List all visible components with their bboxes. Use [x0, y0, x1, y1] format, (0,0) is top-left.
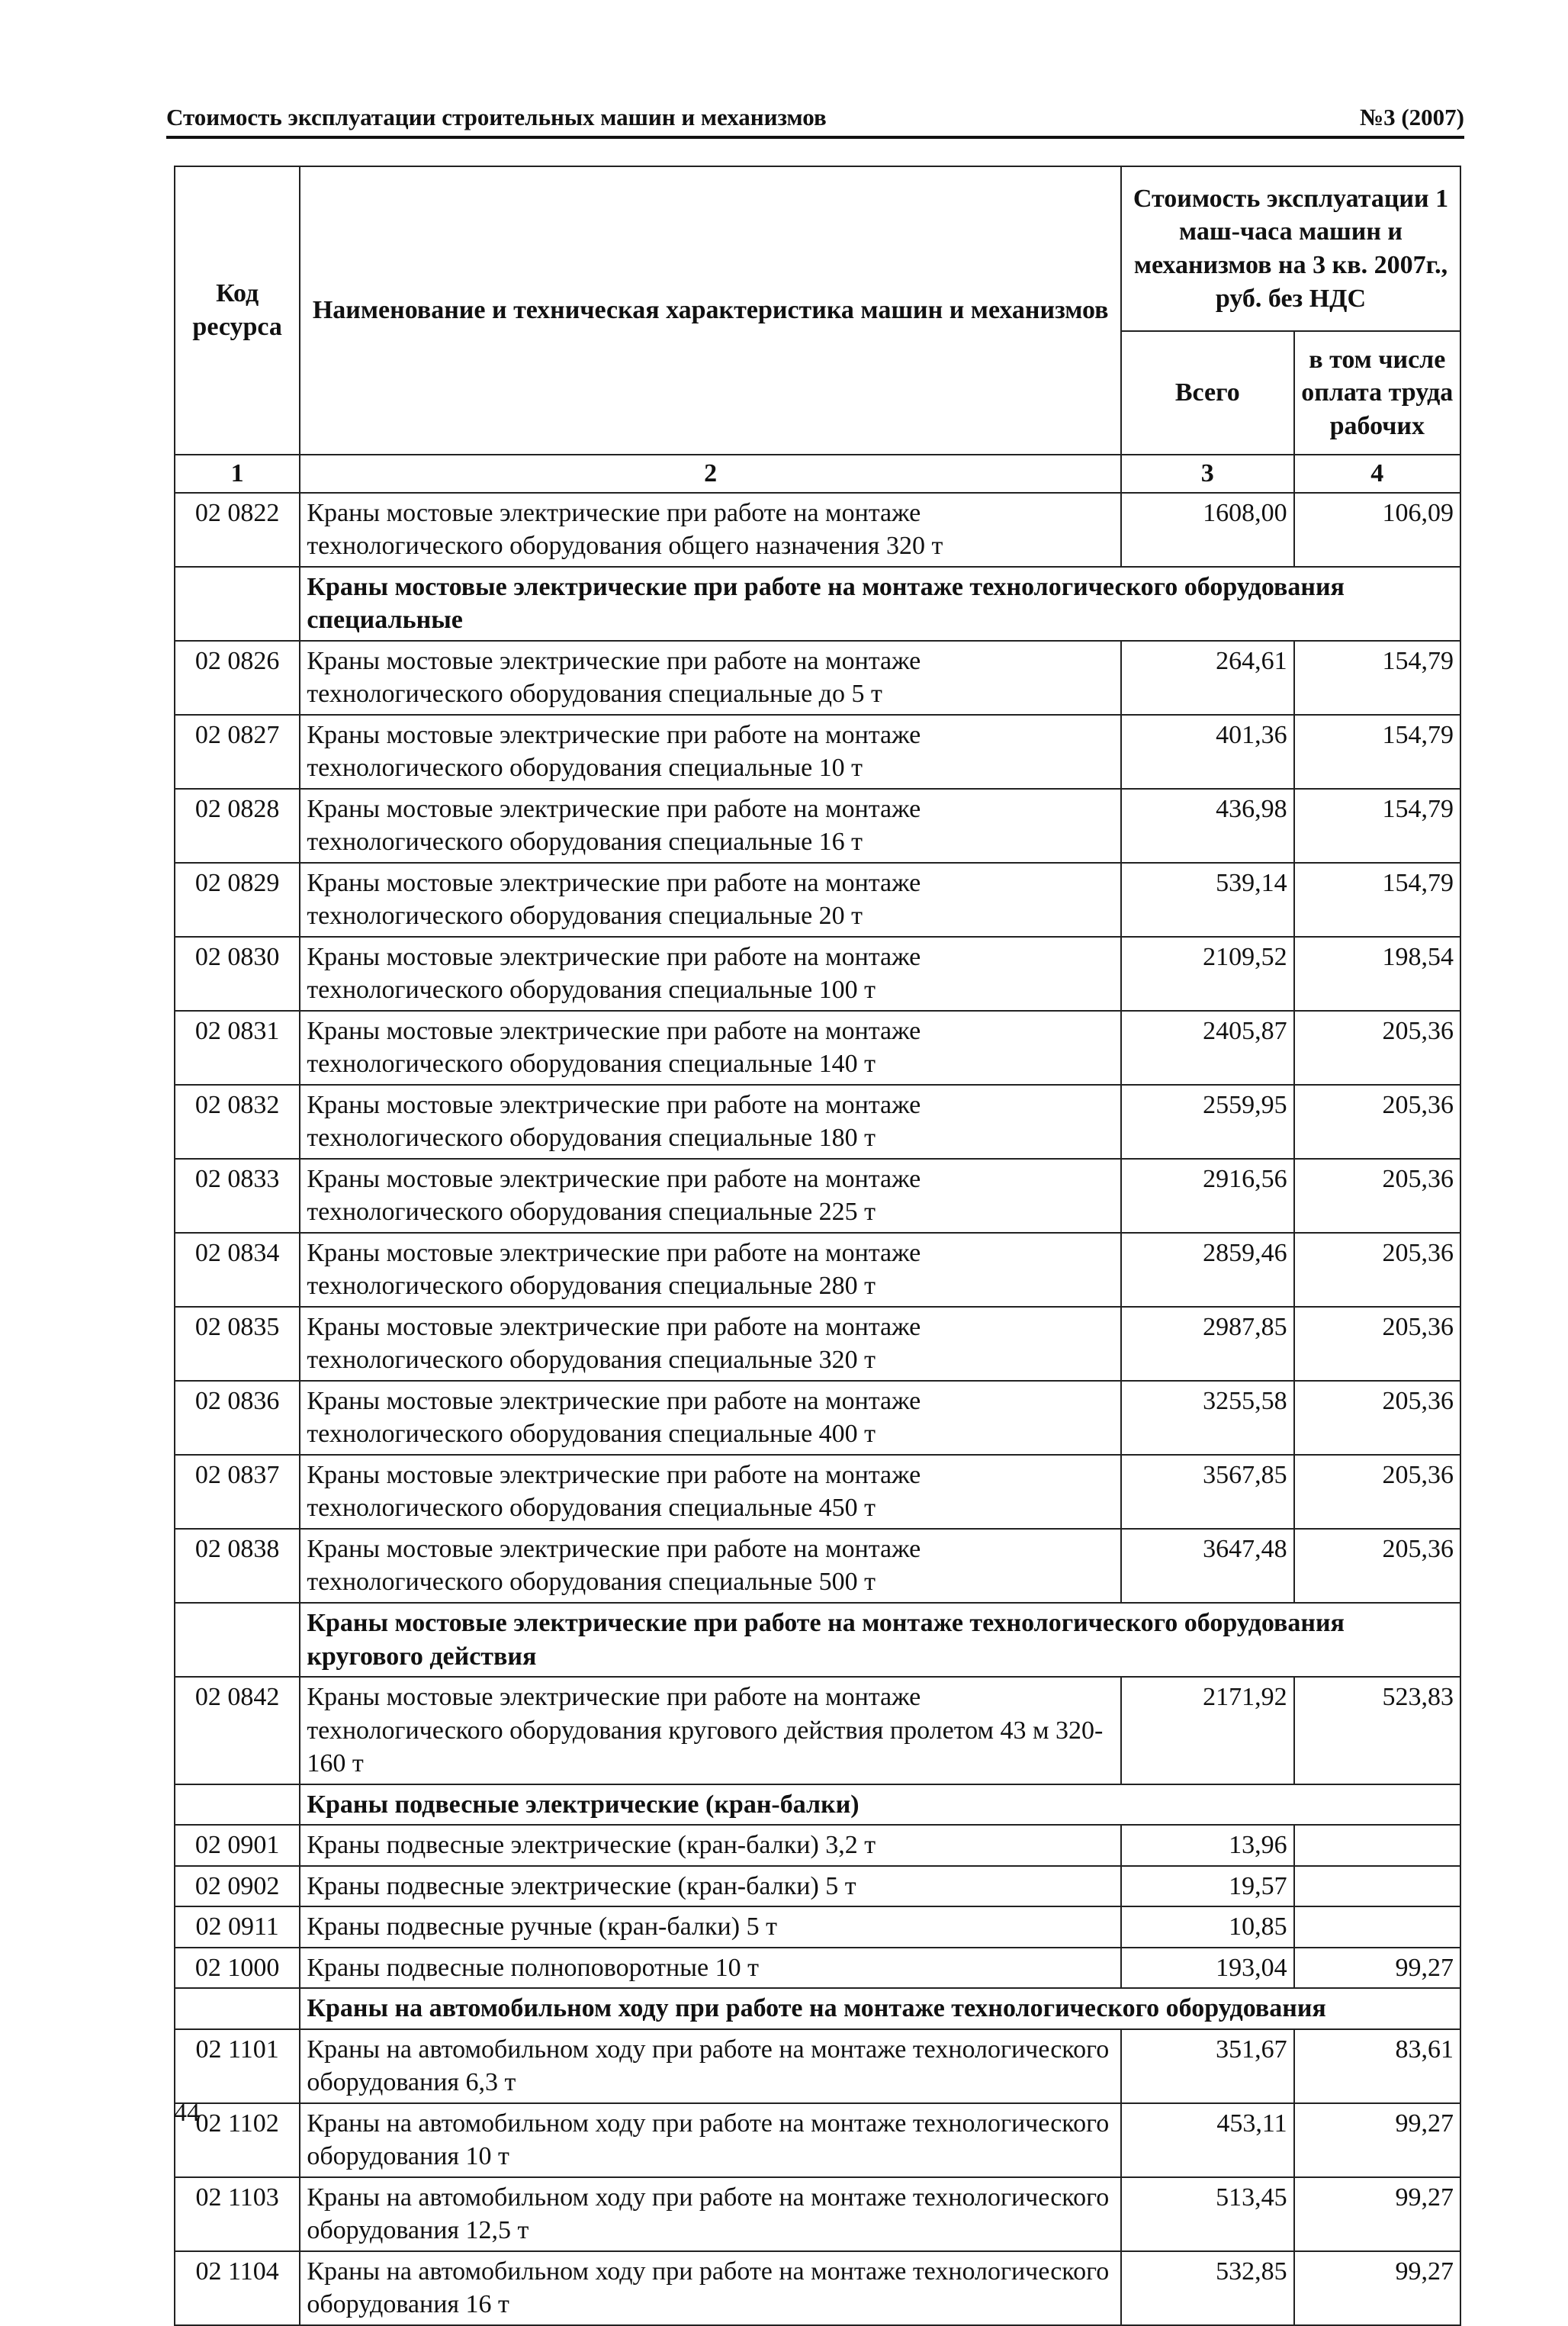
labor-cost: 205,36 — [1294, 1159, 1460, 1233]
cost-total: 2987,85 — [1121, 1307, 1294, 1381]
labor-cost: 99,27 — [1294, 2251, 1460, 2325]
cost-total: 2171,92 — [1121, 1677, 1294, 1784]
machine-name: Краны мостовые электрические при работе на монтаже технологического оборудования специальные 20 т — [300, 863, 1121, 937]
machine-name: Краны мостовые электрические при работе на монтаже технологического оборудования специальные 320 т — [300, 1307, 1121, 1381]
machine-name: Краны мостовые электрические при работе на монтаже технологического оборудования специальные 100 т — [300, 937, 1121, 1011]
resource-code: 02 0902 — [175, 1866, 300, 1907]
section-row — [175, 1988, 1460, 2029]
section-row — [175, 1603, 1460, 1677]
cost-total: 539,14 — [1121, 863, 1294, 937]
cost-total: 193,04 — [1121, 1948, 1294, 1989]
table-row — [175, 715, 1460, 789]
resource-code: 02 0822 — [175, 493, 300, 567]
table-row — [175, 1455, 1460, 1529]
machine-name: Краны мостовые электрические при работе на монтаже технологического оборудования специальные 10 т — [300, 715, 1121, 789]
resource-code: 02 0831 — [175, 1011, 300, 1085]
resource-code: 02 0832 — [175, 1085, 300, 1159]
labor-cost: 205,36 — [1294, 1233, 1460, 1307]
labor-cost: 205,36 — [1294, 1011, 1460, 1085]
table-row — [175, 1906, 1460, 1948]
section-code-cell — [175, 1988, 300, 2029]
table-row — [175, 863, 1460, 937]
labor-cost: 99,27 — [1294, 2103, 1460, 2177]
machine-name: Краны мостовые электрические при работе на монтаже технологического оборудования специальные 450 т — [300, 1455, 1121, 1529]
resource-code: 02 1000 — [175, 1948, 300, 1989]
section-code-cell — [175, 1603, 300, 1677]
resource-code: 02 0842 — [175, 1677, 300, 1784]
column-number: 1 — [175, 455, 300, 493]
cost-total: 453,11 — [1121, 2103, 1294, 2177]
cost-total: 3567,85 — [1121, 1455, 1294, 1529]
table-row — [175, 2251, 1460, 2325]
table-row — [175, 2029, 1460, 2103]
table-row — [175, 2177, 1460, 2251]
machine-name: Краны мостовые электрические при работе на монтаже технологического оборудования специальные 225 т — [300, 1159, 1121, 1233]
machine-name: Краны мостовые электрические при работе на монтаже технологического оборудования кругового действия пролетом 43 м 320-160 т — [300, 1677, 1121, 1784]
section-row — [175, 567, 1460, 641]
cost-total: 10,85 — [1121, 1906, 1294, 1948]
resource-code: 02 1102 — [175, 2103, 300, 2177]
labor-cost — [1294, 1825, 1460, 1866]
resource-code: 02 0911 — [175, 1906, 300, 1948]
section-title: Краны мостовые электрические при работе на монтаже технологического оборудования кругового действия — [300, 1603, 1460, 1677]
table-row — [175, 1159, 1460, 1233]
labor-cost — [1294, 1866, 1460, 1907]
section-title: Краны подвесные электрические (кран-балки) — [300, 1784, 1460, 1826]
cost-total: 2405,87 — [1121, 1011, 1294, 1085]
resource-code: 02 0830 — [175, 937, 300, 1011]
column-numbers-row — [175, 455, 1460, 493]
labor-cost: 99,27 — [1294, 1948, 1460, 1989]
cost-total: 2916,56 — [1121, 1159, 1294, 1233]
labor-cost: 83,61 — [1294, 2029, 1460, 2103]
table-row — [175, 2103, 1460, 2177]
machine-name: Краны подвесные электрические (кран-балки) 5 т — [300, 1866, 1121, 1907]
table-row — [175, 1011, 1460, 1085]
resource-code: 02 0828 — [175, 789, 300, 863]
labor-cost: 523,83 — [1294, 1677, 1460, 1784]
labor-cost: 154,79 — [1294, 789, 1460, 863]
resource-code: 02 0901 — [175, 1825, 300, 1866]
table-row — [175, 937, 1460, 1011]
machine-name: Краны мостовые электрические при работе на монтаже технологического оборудования специальные 16 т — [300, 789, 1121, 863]
table-row — [175, 1825, 1460, 1866]
resource-code: 02 0838 — [175, 1529, 300, 1603]
table-row — [175, 1677, 1460, 1784]
resource-code: 02 1101 — [175, 2029, 300, 2103]
labor-cost: 154,79 — [1294, 641, 1460, 715]
header-name: Наименование и техническая характеристика машин и механизмов — [300, 166, 1121, 455]
table-body — [175, 493, 1460, 2325]
cost-total: 2859,46 — [1121, 1233, 1294, 1307]
labor-cost: 99,27 — [1294, 2177, 1460, 2251]
cost-total: 3647,48 — [1121, 1529, 1294, 1603]
header-labor: в том числе оплата труда рабочих — [1294, 331, 1460, 455]
table-row — [175, 1529, 1460, 1603]
cost-total: 13,96 — [1121, 1825, 1294, 1866]
labor-cost: 205,36 — [1294, 1455, 1460, 1529]
cost-total: 401,36 — [1121, 715, 1294, 789]
column-number: 3 — [1121, 455, 1294, 493]
machine-name: Краны на автомобильном ходу при работе на монтаже технологического оборудования 6,3 т — [300, 2029, 1121, 2103]
labor-cost: 154,79 — [1294, 863, 1460, 937]
section-title: Краны мостовые электрические при работе на монтаже технологического оборудования специальные — [300, 567, 1460, 641]
machine-name: Краны подвесные полноповоротные 10 т — [300, 1948, 1121, 1989]
machine-name: Краны мостовые электрические при работе на монтаже технологического оборудования специальные 400 т — [300, 1381, 1121, 1455]
cost-total: 264,61 — [1121, 641, 1294, 715]
cost-table — [174, 166, 1461, 2326]
table-row — [175, 641, 1460, 715]
table-row — [175, 789, 1460, 863]
table-row — [175, 1381, 1460, 1455]
resource-code: 02 0837 — [175, 1455, 300, 1529]
machine-name: Краны подвесные электрические (кран-балки) 3,2 т — [300, 1825, 1121, 1866]
cost-total: 3255,58 — [1121, 1381, 1294, 1455]
labor-cost: 106,09 — [1294, 493, 1460, 567]
section-row — [175, 1784, 1460, 1826]
table-row — [175, 1233, 1460, 1307]
page-header — [166, 98, 1464, 139]
header-total: Всего — [1121, 331, 1294, 455]
table-row — [175, 1866, 1460, 1907]
machine-name: Краны мостовые электрические при работе на монтаже технологического оборудования специальные 280 т — [300, 1233, 1121, 1307]
labor-cost — [1294, 1906, 1460, 1948]
labor-cost: 205,36 — [1294, 1085, 1460, 1159]
resource-code: 02 1104 — [175, 2251, 300, 2325]
resource-code: 02 1103 — [175, 2177, 300, 2251]
machine-name: Краны на автомобильном ходу при работе на монтаже технологического оборудования 10 т — [300, 2103, 1121, 2177]
resource-code: 02 0826 — [175, 641, 300, 715]
section-code-cell — [175, 567, 300, 641]
table-row — [175, 493, 1460, 567]
table-row — [175, 1085, 1460, 1159]
machine-name: Краны на автомобильном ходу при работе на монтаже технологического оборудования 16 т — [300, 2251, 1121, 2325]
cost-total: 1608,00 — [1121, 493, 1294, 567]
labor-cost: 154,79 — [1294, 715, 1460, 789]
machine-name: Краны мостовые электрические при работе на монтаже технологического оборудования специальные 180 т — [300, 1085, 1121, 1159]
header-issue: №3 (2007) — [1359, 104, 1464, 130]
column-number: 2 — [300, 455, 1121, 493]
labor-cost: 205,36 — [1294, 1307, 1460, 1381]
resource-code: 02 0829 — [175, 863, 300, 937]
section-title: Краны на автомобильном ходу при работе на монтаже технологического оборудования — [300, 1988, 1460, 2029]
labor-cost: 205,36 — [1294, 1529, 1460, 1603]
resource-code: 02 0834 — [175, 1233, 300, 1307]
cost-total: 2109,52 — [1121, 937, 1294, 1011]
header-title: Стоимость эксплуатации строительных машин и механизмов — [166, 104, 827, 130]
labor-cost: 198,54 — [1294, 937, 1460, 1011]
resource-code: 02 0835 — [175, 1307, 300, 1381]
table-row — [175, 1948, 1460, 1989]
machine-name: Краны мостовые электрические при работе на монтаже технологического оборудования специальные 140 т — [300, 1011, 1121, 1085]
resource-code: 02 0836 — [175, 1381, 300, 1455]
cost-total: 351,67 — [1121, 2029, 1294, 2103]
machine-name: Краны мостовые электрические при работе на монтаже технологического оборудования специальные до 5 т — [300, 641, 1121, 715]
machine-name: Краны подвесные ручные (кран-балки) 5 т — [300, 1906, 1121, 1948]
labor-cost: 205,36 — [1294, 1381, 1460, 1455]
machine-name: Краны на автомобильном ходу при работе на монтаже технологического оборудования 12,5 т — [300, 2177, 1121, 2251]
resource-code: 02 0827 — [175, 715, 300, 789]
cost-total: 513,45 — [1121, 2177, 1294, 2251]
header-cost: Стоимость эксплуатации 1 маш-часа машин и механизмов на 3 кв. 2007г., руб. без НДС — [1121, 166, 1460, 331]
machine-name: Краны мостовые электрические при работе на монтаже технологического оборудования общего назначения 320 т — [300, 493, 1121, 567]
header-code: Код ресурса — [175, 166, 300, 455]
column-number: 4 — [1294, 455, 1460, 493]
cost-total: 436,98 — [1121, 789, 1294, 863]
cost-total: 19,57 — [1121, 1866, 1294, 1907]
machine-name: Краны мостовые электрические при работе на монтаже технологического оборудования специальные 500 т — [300, 1529, 1121, 1603]
table-row — [175, 1307, 1460, 1381]
page-number: 44 — [174, 2099, 200, 2127]
resource-code: 02 0833 — [175, 1159, 300, 1233]
cost-total: 2559,95 — [1121, 1085, 1294, 1159]
section-code-cell — [175, 1784, 300, 1826]
cost-total: 532,85 — [1121, 2251, 1294, 2325]
